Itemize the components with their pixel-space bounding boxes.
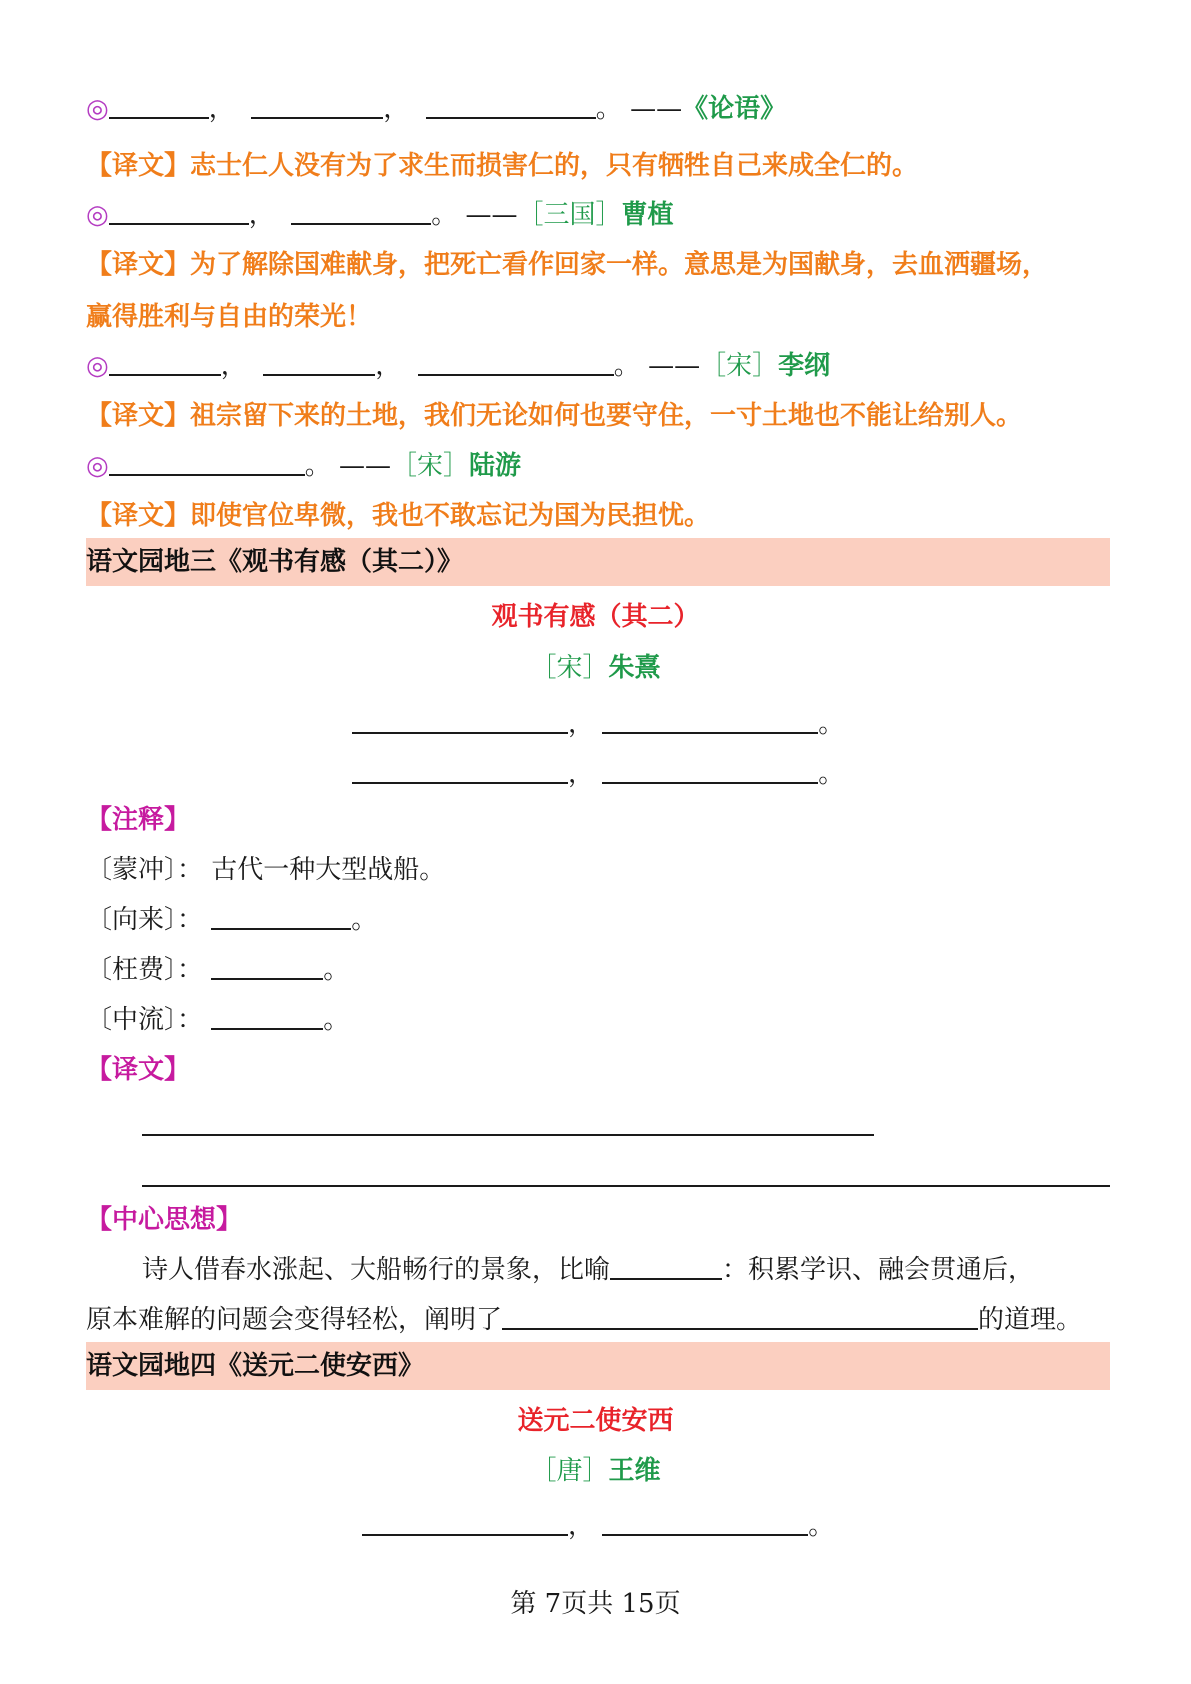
fill-blank[interactable] — [418, 346, 614, 376]
translation-line-3: 【译文】祖宗留下来的土地，我们无论如何也要守住，一寸土地也不能让给别人。 — [86, 401, 1023, 431]
fill-blank[interactable] — [109, 446, 305, 476]
bullet-mark: ◎ — [86, 351, 109, 381]
quote-author: 李纲 — [778, 351, 831, 381]
fill-blank[interactable] — [602, 704, 818, 734]
fill-blank[interactable] — [211, 900, 351, 930]
theme-tag: 【中心思想】 — [86, 1205, 243, 1235]
note-item: 〔蒙冲〕： 古代一种大型战船。 — [86, 855, 446, 885]
theme-line-1: 诗人借春水涨起、大船畅行的景象，比喻 ：积累学识、融会贯通后， — [142, 1250, 1034, 1290]
translation-line-2b: 赢得胜利与自由的荣光！ — [86, 302, 373, 332]
poem-line-3a: ， 。 — [352, 704, 844, 744]
poem-title-4: 送元二使安西 — [517, 1406, 674, 1436]
quote-line-4: ◎ 。 ——［宋］陆游 — [86, 446, 521, 486]
poem-author-4: ［唐］王维 — [530, 1456, 661, 1486]
quote-author: 陆游 — [468, 451, 521, 481]
theme-line-2: 原本难解的问题会变得轻松，阐明了 的道理。 — [86, 1300, 1082, 1340]
fill-blank[interactable] — [352, 704, 568, 734]
page-footer: 第 7页共 15页 — [510, 1589, 681, 1619]
bullet-mark: ◎ — [86, 94, 109, 124]
fill-blank[interactable] — [109, 346, 221, 376]
quote-line-2: ◎ ， 。 ——［三国］曹植 — [86, 195, 674, 235]
notes-tag: 【注释】 — [86, 805, 191, 835]
poem-title-3: 观书有感（其二） — [491, 602, 700, 632]
section-header-3: 语文园地三《观书有感（其二）》 — [86, 538, 1110, 586]
section-header-4: 语文园地四《送元二使安西》 — [86, 1342, 1110, 1390]
answer-line[interactable] — [142, 1185, 1110, 1187]
note-item: 〔枉费〕： 。 — [86, 950, 349, 990]
bullet-mark: ◎ — [86, 451, 109, 481]
poem-author-3: ［宋］朱熹 — [530, 653, 661, 683]
quote-line-1: ◎ ， ， 。 ——《论语》 — [86, 89, 786, 129]
fill-blank[interactable] — [426, 89, 596, 119]
fill-blank[interactable] — [602, 754, 818, 784]
quote-line-3: ◎ ， ， 。 ——［宋］李纲 — [86, 346, 830, 386]
poem-line-3b: ， 。 — [352, 754, 844, 794]
translation-line-1: 【译文】志士仁人没有为了求生而损害仁的，只有牺牲自己来成全仁的。 — [86, 151, 919, 181]
fill-blank[interactable] — [362, 1506, 568, 1536]
fill-blank[interactable] — [352, 754, 568, 784]
fill-blank[interactable] — [109, 195, 249, 225]
note-item: 〔中流〕： 。 — [86, 1000, 349, 1040]
quote-author: 曹植 — [621, 200, 674, 230]
translation-tag-3: 【译文】 — [86, 1055, 191, 1085]
translation-line-4: 【译文】即使官位卑微，我也不敢忘记为国为民担忧。 — [86, 501, 711, 531]
fill-blank[interactable] — [291, 195, 431, 225]
fill-blank[interactable] — [263, 346, 375, 376]
answer-line[interactable] — [142, 1134, 874, 1136]
bullet-mark: ◎ — [86, 200, 109, 230]
fill-blank[interactable] — [251, 89, 383, 119]
note-item: 〔向来〕： 。 — [86, 900, 377, 940]
quote-source: 《论语》 — [682, 94, 787, 124]
fill-blank[interactable] — [610, 1250, 722, 1280]
fill-blank[interactable] — [602, 1506, 808, 1536]
fill-blank[interactable] — [211, 950, 323, 980]
fill-blank[interactable] — [109, 89, 209, 119]
fill-blank[interactable] — [211, 1000, 323, 1030]
fill-blank[interactable] — [502, 1300, 978, 1330]
translation-line-2a: 【译文】为了解除国难献身，把死亡看作回家一样。意思是为国献身，去血洒疆场， — [86, 250, 1049, 280]
poem-line-4a: ， 。 — [362, 1506, 834, 1546]
